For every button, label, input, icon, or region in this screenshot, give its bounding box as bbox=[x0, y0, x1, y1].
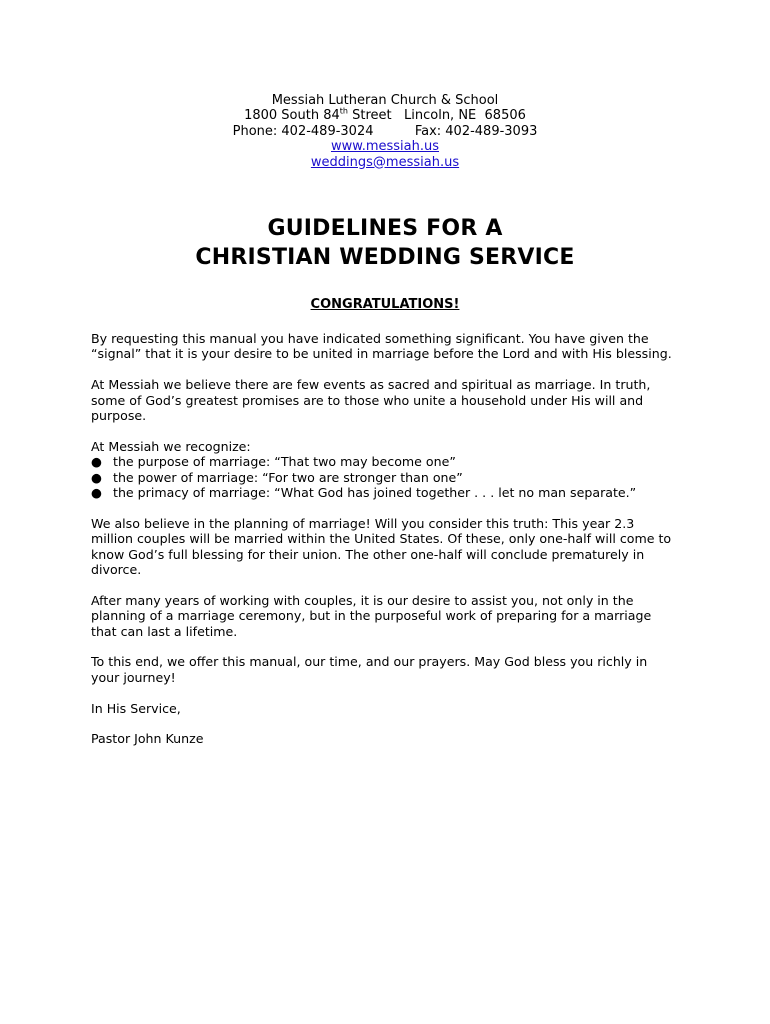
recognize-section bbox=[91, 439, 691, 501]
list-item: ● the power of marriage: “For two are stronger than one” bbox=[91, 469, 463, 485]
bullet-icon: ● bbox=[91, 485, 102, 501]
bullet-icon: ● bbox=[91, 469, 102, 485]
title-line-1: GUIDELINES FOR A bbox=[267, 216, 503, 241]
title-line-2: CHRISTIAN WEDDING SERVICE bbox=[195, 245, 575, 270]
bullet-list bbox=[91, 454, 691, 500]
document-title bbox=[0, 214, 770, 272]
list-item: ● the primacy of marriage: “What God has joined together . . . let no man separate.” bbox=[91, 485, 637, 501]
church-address: 1800 South 84th Street Lincoln, NE 68506 bbox=[244, 107, 526, 124]
closing: In His Service, bbox=[91, 700, 181, 716]
paragraph-planning: We also believe in the planning of marriage! Will you consider this truth: This year 2.3 million couples will be married within the United States. Of these, only one-half will come to know God’s full blessing for their union. The other one-half will conclude prematurely in divorce. bbox=[91, 515, 672, 578]
congratulations-heading: CONGRATULATIONS! bbox=[310, 297, 460, 312]
paragraph-assist: After many years of working with couples, it is our desire to assist you, not only in the planning of a marriage ceremony, but in the purposeful work of preparing for a marriage that can last a lifetime. bbox=[91, 592, 652, 639]
paragraph-blessing: To this end, we offer this manual, our time, and our prayers. May God bless you richly in your journey! bbox=[91, 654, 648, 685]
letterhead bbox=[0, 93, 770, 170]
phone-fax: Phone: 402-489-3024 Fax: 402-489-3093 bbox=[232, 123, 538, 139]
recognize-intro: At Messiah we recognize: bbox=[91, 438, 251, 454]
letter-body bbox=[91, 331, 691, 762]
list-item: ● the purpose of marriage: “That two may become one” bbox=[91, 454, 456, 470]
paragraph-sacred: At Messiah we believe there are few events as sacred and spiritual as marriage. In truth, some of God’s greatest promises are to those who unite a household under His will and purpose. bbox=[91, 377, 651, 424]
paragraph-intro: By requesting this manual you have indicated something significant. You have given the “signal” that it is your desire to be united in marriage before the Lord and with His blessing. bbox=[91, 331, 672, 362]
church-name: Messiah Lutheran Church & School bbox=[271, 93, 499, 108]
website-link[interactable]: www.messiah.us bbox=[330, 139, 439, 155]
email-link[interactable]: weddings@messiah.us bbox=[310, 154, 460, 170]
bullet-icon: ● bbox=[91, 454, 102, 470]
signature: Pastor John Kunze bbox=[91, 731, 204, 747]
